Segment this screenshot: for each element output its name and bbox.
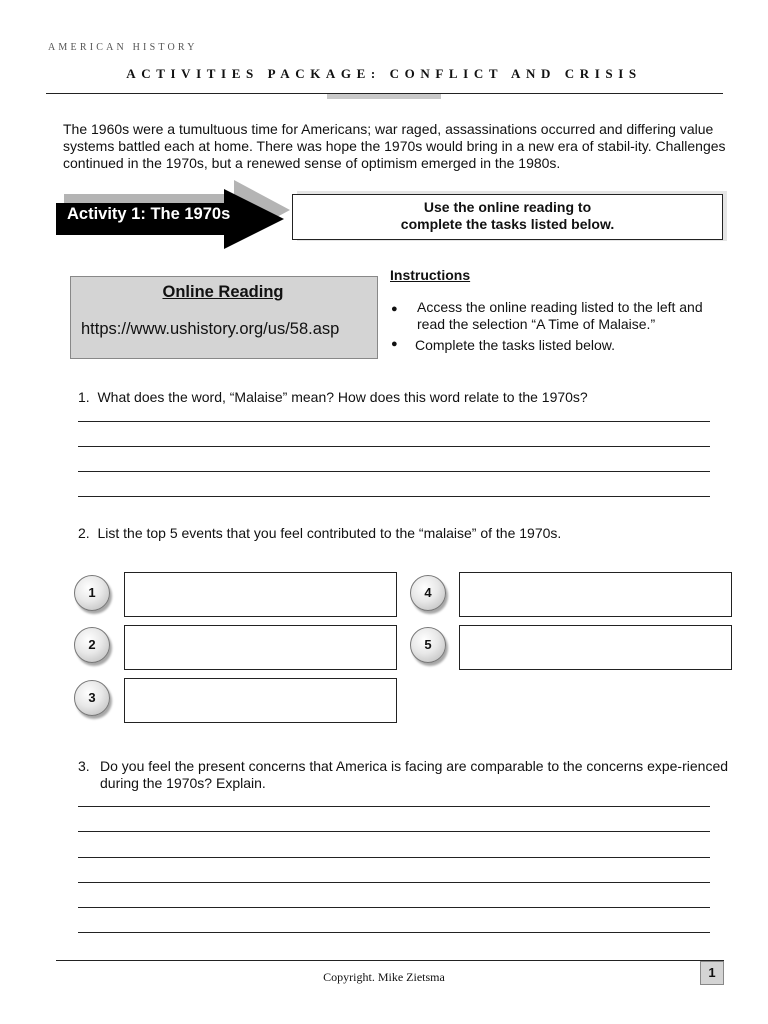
answer-line[interactable]	[78, 932, 710, 933]
bullet-icon: ●	[391, 303, 398, 315]
online-reading-title: Online Reading	[162, 283, 284, 301]
question-number: 1.	[78, 389, 90, 405]
event-answer-box-1[interactable]	[124, 572, 397, 617]
event-number-2: 2	[74, 627, 110, 663]
page-number: 1	[700, 961, 724, 985]
activity-label: Activity 1: The 1970s	[67, 205, 231, 223]
question-text: List the top 5 events that you feel contributed to the “malaise” of the 1970s.	[97, 525, 562, 541]
instruction-bullet-1: Access the online reading listed to the left and read the selection “A Time of Malaise.”	[417, 299, 703, 332]
answer-line[interactable]	[78, 831, 710, 832]
answer-line[interactable]	[78, 907, 710, 908]
instruction-line-1: Use the online reading to	[423, 199, 592, 215]
answer-line[interactable]	[78, 806, 710, 807]
event-answer-box-4[interactable]	[459, 572, 732, 617]
event-number-1: 1	[74, 575, 110, 611]
event-answer-box-5[interactable]	[459, 625, 732, 670]
question-3	[78, 758, 730, 792]
instruction-line-2: complete the tasks listed below.	[400, 216, 615, 232]
online-reading-url[interactable]: https://www.ushistory.org/us/58.asp	[81, 320, 340, 338]
answer-line[interactable]	[78, 471, 710, 472]
copyright: Copyright. Mike Zietsma	[323, 970, 445, 984]
answer-line[interactable]	[78, 421, 710, 422]
answer-line[interactable]	[78, 446, 710, 447]
answer-line[interactable]	[78, 496, 710, 497]
question-number: 3.	[78, 758, 90, 774]
question-2	[78, 525, 561, 542]
question-number: 2.	[78, 525, 90, 541]
question-1	[78, 389, 588, 406]
event-answer-box-3[interactable]	[124, 678, 397, 723]
event-number-4: 4	[410, 575, 446, 611]
answer-line[interactable]	[78, 882, 710, 883]
question-text: Do you feel the present concerns that America is facing are comparable to the concerns expe-rienced during the 1970s? Explain.	[100, 758, 729, 791]
subject-kicker: AMERICAN HISTORY	[48, 42, 198, 53]
instructions-title: Instructions	[390, 267, 471, 283]
instruction-bullet-2: Complete the tasks listed below.	[415, 337, 615, 353]
header-rule-tab	[327, 94, 441, 99]
footer-rule	[56, 960, 724, 961]
event-number-5: 5	[410, 627, 446, 663]
event-answer-box-2[interactable]	[124, 625, 397, 670]
intro-paragraph: The 1960s were a tumultuous time for Americans; war raged, assassinations occurred and differing value systems battled each at home. There was hope the 1970s would bring in a new era of stabil-ity. Challenges continued in the 1970s, but a renewed sense of optimism emerged in the 1980s.	[63, 121, 726, 171]
package-title: ACTIVITIES PACKAGE: CONFLICT AND CRISIS	[126, 66, 642, 81]
answer-line[interactable]	[78, 857, 710, 858]
question-text: What does the word, “Malaise” mean? How does this word relate to the 1970s?	[97, 389, 588, 405]
instruction-box	[292, 194, 723, 240]
event-number-3: 3	[74, 680, 110, 716]
bullet-icon: ●	[391, 338, 398, 350]
